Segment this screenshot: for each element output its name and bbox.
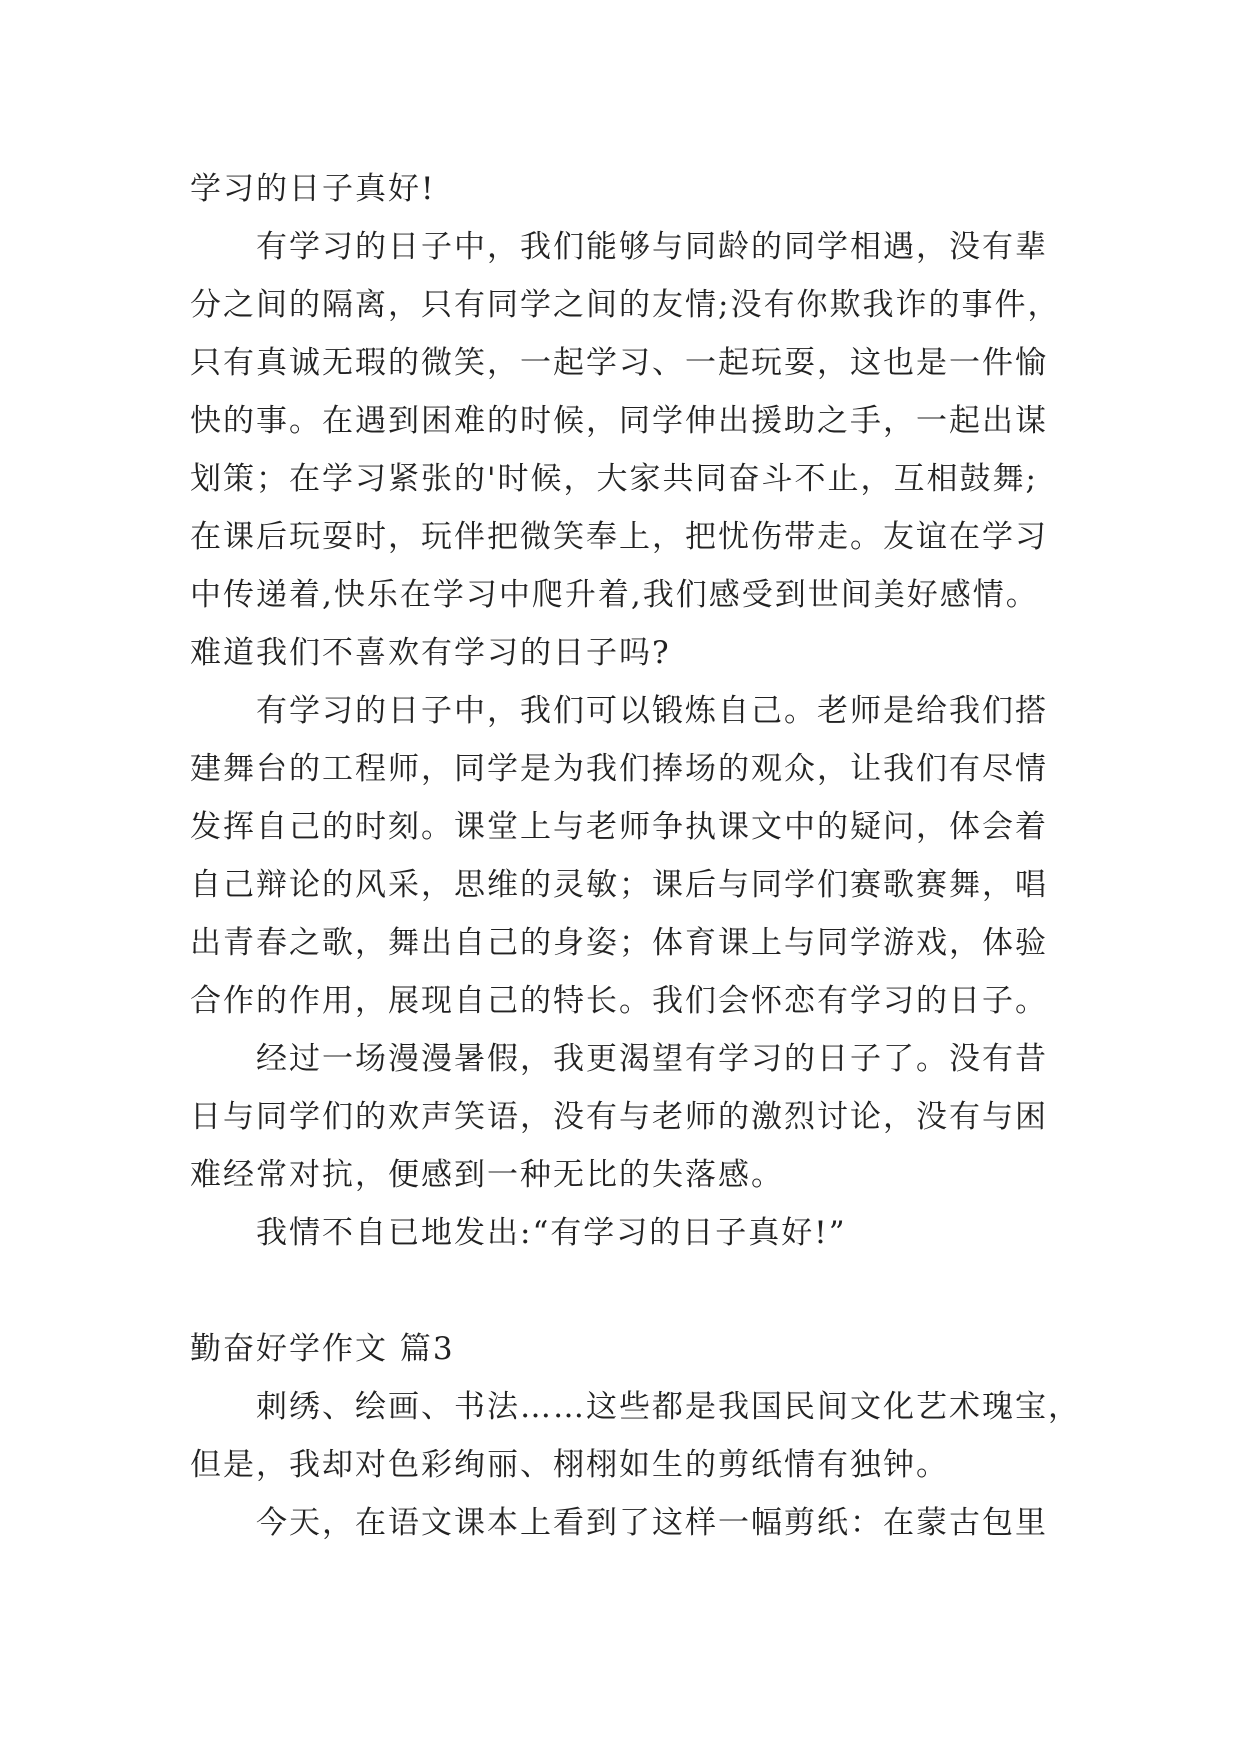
paragraph-first-line: 今天，在语文课本上看到了这样一幅剪纸：在蒙古包里	[256, 1505, 1048, 1541]
text-line: 建舞台的工程师，同学是为我们捧场的观众，让我们有尽情	[190, 751, 1048, 787]
text-line: 划策；在学习紧张的'时候，大家共同奋斗不止，互相鼓舞;	[190, 461, 1038, 497]
text-line: 发挥自己的时刻。课堂上与老师争执课文中的疑问，体会着	[190, 809, 1048, 845]
text-line: 难道我们不喜欢有学习的日子吗?	[190, 635, 671, 671]
text-line: 日与同学们的欢声笑语，没有与老师的激烈讨论，没有与困	[190, 1099, 1048, 1135]
text-line: 合作的作用，展现自己的特长。我们会怀恋有学习的日子。	[190, 983, 1048, 1019]
text-line: 在课后玩耍时，玩伴把微笑奉上，把忧伤带走。友谊在学习	[190, 519, 1048, 555]
section-heading: 勤奋好学作文 篇3	[190, 1331, 455, 1367]
text-line: 出青春之歌，舞出自己的身姿；体育课上与同学游戏，体验	[190, 925, 1048, 961]
paragraph-first-line: 我情不自已地发出:“有学习的日子真好!”	[256, 1215, 847, 1251]
paragraph-first-line: 有学习的日子中，我们能够与同龄的同学相遇，没有辈	[256, 229, 1048, 265]
paragraph-first-line: 经过一场漫漫暑假，我更渴望有学习的日子了。没有昔	[256, 1041, 1048, 1077]
text-line: 中传递着,快乐在学习中爬升着,我们感受到世间美好感情。	[190, 577, 1039, 613]
document-body	[190, 160, 1081, 1552]
text-line: 快的事。在遇到困难的时候，同学伸出援助之手，一起出谋	[190, 403, 1048, 439]
text-line: 自己辩论的风采，思维的灵敏；课后与同学们赛歌赛舞，唱	[190, 867, 1048, 903]
section-spacer	[190, 1262, 1060, 1320]
paragraph-first-line: 刺绣、绘画、书法……这些都是我国民间文化艺术瑰宝，	[256, 1389, 1081, 1425]
text-line: 分之间的隔离，只有同学之间的友情;没有你欺我诈的事件，	[190, 287, 1061, 323]
text-line: 但是，我却对色彩绚丽、栩栩如生的剪纸情有独钟。	[190, 1447, 949, 1483]
text-line: 学习的日子真好!	[190, 171, 436, 207]
text-line: 难经常对抗，便感到一种无比的失落感。	[190, 1157, 784, 1193]
text-line: 只有真诚无瑕的微笑，一起学习、一起玩耍，这也是一件愉	[190, 345, 1048, 381]
paragraph-first-line: 有学习的日子中，我们可以锻炼自己。老师是给我们搭	[256, 693, 1048, 729]
